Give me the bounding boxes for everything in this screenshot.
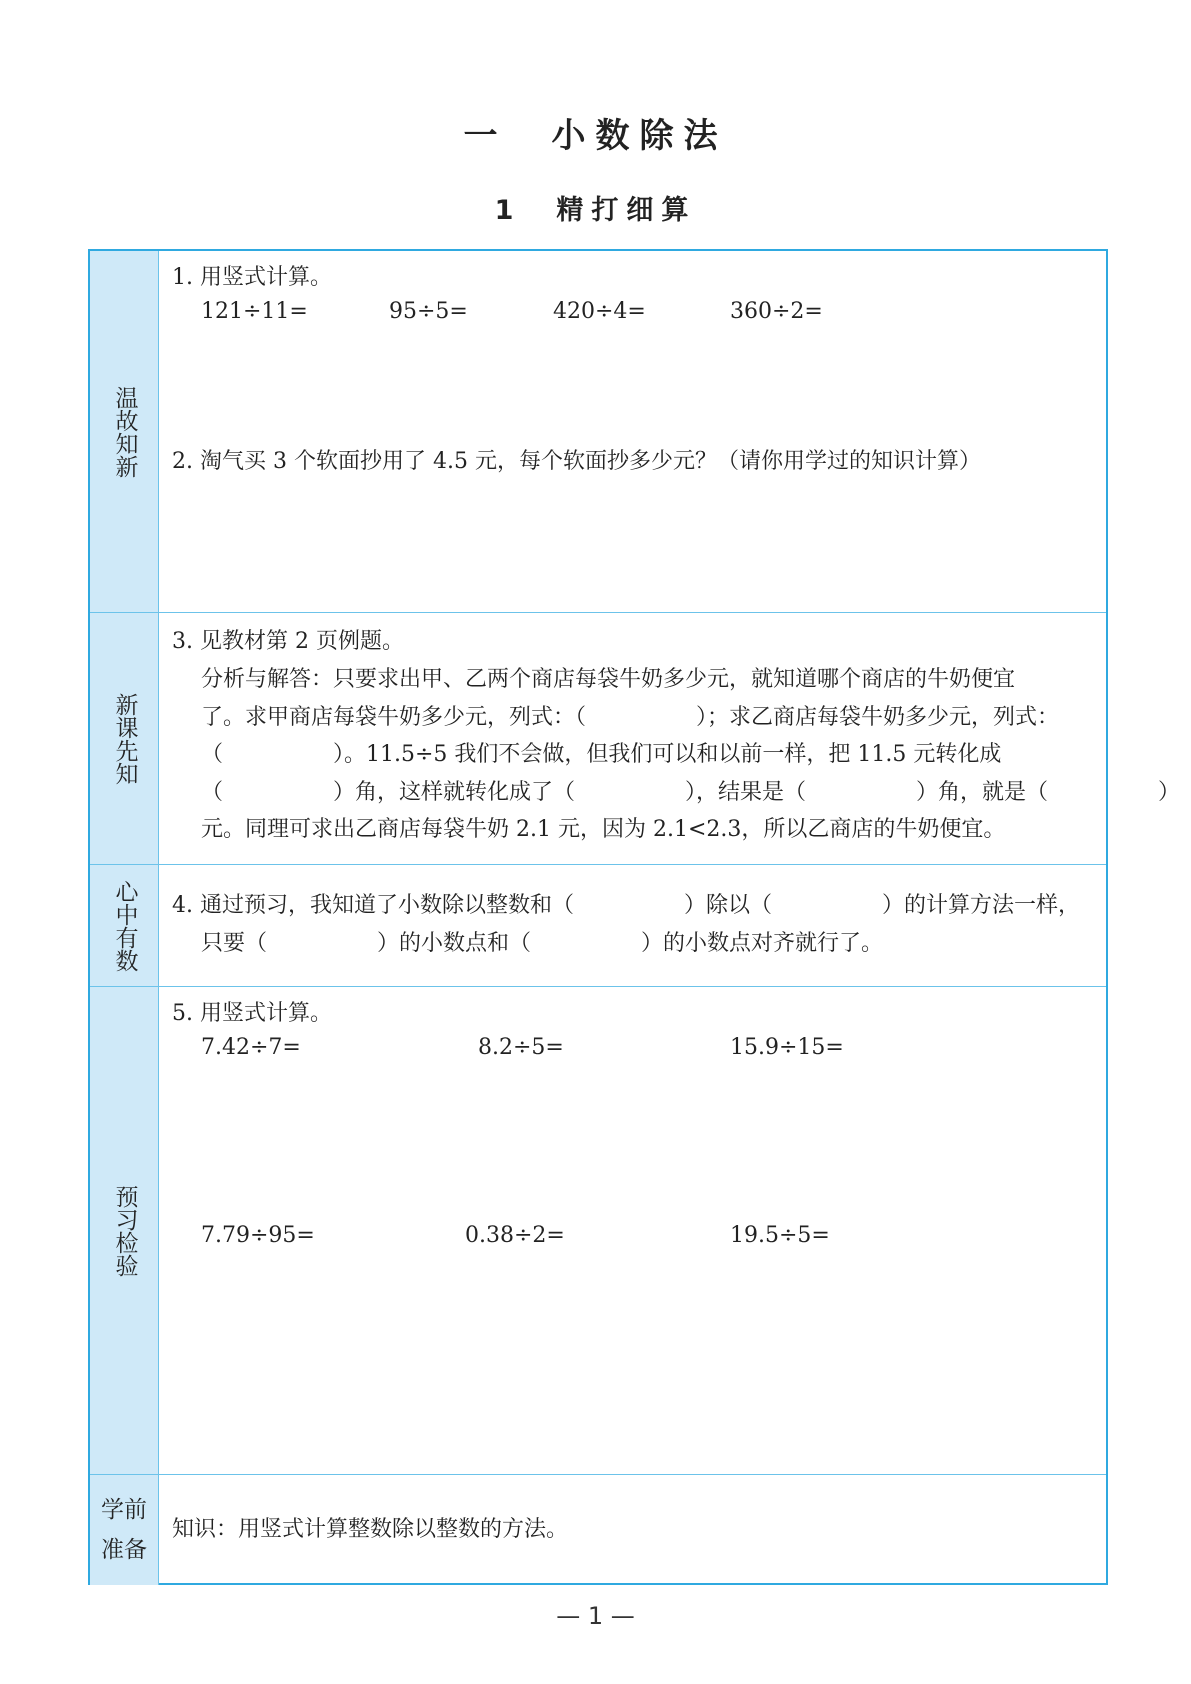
section-mind: [90, 865, 1106, 987]
section-label-cell: [90, 987, 159, 1474]
section-label-cell: [90, 1475, 159, 1585]
calc-item: 8.2÷5=: [478, 1035, 564, 1060]
calc-item: 15.9÷15=: [730, 1035, 844, 1060]
calc-item: 7.42÷7=: [201, 1035, 301, 1060]
calc-item: 0.38÷2=: [465, 1223, 565, 1248]
section-preview: [90, 613, 1181, 865]
paragraph-line: （ ）。11.5÷5 我们不会做，但我们可以和以前一样，把 11.5 元转化成: [201, 742, 1002, 767]
calc-item: 420÷4=: [553, 299, 646, 324]
section-prep: [90, 1475, 1106, 1585]
calc-item: 7.79÷95=: [201, 1223, 315, 1248]
question-2-text: 2. 淘气买 3 个软面抄用了 4.5 元，每个软面抄多少元？（请你用学过的知识计算）: [172, 449, 981, 474]
section-label: 心中有数: [111, 879, 138, 972]
calc-item: 121÷11=: [201, 299, 308, 324]
section-label: 新课先知: [111, 692, 138, 785]
question-4-line: 只要（ ）的小数点和（ ）的小数点对齐就行了。: [201, 931, 884, 956]
calc-item: 95÷5=: [389, 299, 468, 324]
section-content: [158, 865, 1106, 986]
paragraph-line: 分析与解答：只要求出甲、乙两个商店每袋牛奶多少元，就知道哪个商店的牛奶便宜: [201, 667, 1016, 692]
section-label: 学前准备: [101, 1497, 147, 1563]
lesson-title: 1 精打细算: [494, 195, 697, 226]
question-3-body: [201, 661, 1181, 849]
question-1-title: 1. 用竖式计算。: [172, 265, 332, 290]
paragraph-line: 了。求甲商店每袋牛奶多少元，列式：（ ）；求乙商店每袋牛奶多少元，列式：: [201, 704, 1060, 730]
section-content: [158, 251, 1106, 612]
prep-knowledge-text: 知识：用竖式计算整数除以整数的方法。: [172, 1517, 569, 1542]
section-review: [90, 251, 1106, 613]
section-label-cell: [90, 613, 159, 864]
section-content: [158, 1475, 1106, 1585]
section-check: [90, 987, 1106, 1475]
calc-item: 360÷2=: [730, 299, 823, 324]
section-label-cell: [90, 865, 159, 986]
paragraph-line: （ ）角，这样就转化成了（ ），结果是（ ）角，就是（ ）: [201, 779, 1181, 805]
section-content: [158, 613, 1181, 864]
page-number: — 1 —: [556, 1602, 635, 1630]
paragraph-line: 元。同理可求出乙商店每袋牛奶 2.1 元，因为 2.1<2.3，所以乙商店的牛奶便宜。: [201, 817, 1006, 842]
section-label-cell: [90, 251, 159, 612]
worksheet-table: [88, 249, 1181, 1585]
calc-item: 19.5÷5=: [730, 1223, 830, 1248]
question-3-title: 3. 见教材第 2 页例题。: [172, 629, 404, 654]
section-label: 温故知新: [111, 385, 138, 478]
chapter-title: 一 小数除法: [463, 116, 728, 156]
question-5-title: 5. 用竖式计算。: [172, 1001, 332, 1026]
question-4-line: 4. 通过预习，我知道了小数除以整数和（ ）除以（ ）的计算方法一样，: [172, 893, 1080, 918]
section-label: 预习检验: [111, 1184, 138, 1277]
section-content: [158, 987, 1106, 1474]
